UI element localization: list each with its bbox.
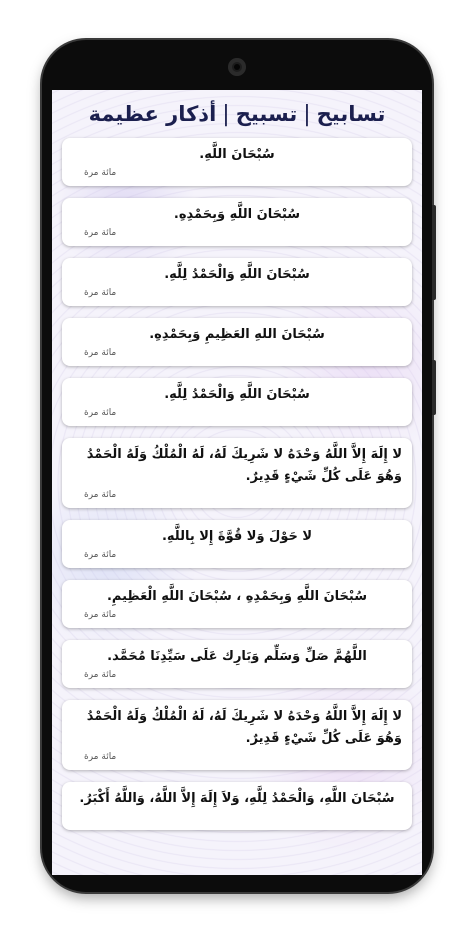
title-separator: | [303,101,311,127]
dhikr-text: لا إِلَهَ إِلاَّ اللَّهُ وَحْدَهُ لا شَرِيكَ لَهُ، لَهُ الْمُلْكُ وَلَهُ الْحَمْدُ وَهُوَ عَلَى كُلِّ شَيْءٍ قَدِيرٌ. [86,709,402,746]
dhikr-card[interactable] [62,520,412,568]
dhikr-text: لا إِلَهَ إِلاَّ اللَّهُ وَحْدَهُ لا شَرِيكَ لَهُ، لَهُ الْمُلْكُ وَلَهُ الْحَمْدُ وَهُوَ عَلَى كُلِّ شَيْءٍ قَدِيرٌ. [86,447,402,484]
dhikr-count: مائة مرة [84,752,117,762]
dhikr-count: مائة مرة [84,670,117,680]
dhikr-list [52,138,422,830]
camera-icon [228,58,246,76]
power-button [432,360,436,415]
app-screen [52,90,422,875]
title-separator: | [222,101,230,127]
title-part-tasbih: تسبيح [235,102,298,126]
dhikr-card[interactable] [62,378,412,426]
dhikr-card[interactable] [62,700,412,770]
dhikr-text: سُبْحَانَ اللَّهِ. [199,147,275,162]
dhikr-count: مائة مرة [84,228,117,238]
dhikr-count: مائة مرة [84,168,117,178]
dhikr-count: مائة مرة [84,348,117,358]
dhikr-text: لا حَوْلَ وَلا قُوَّةَ إِلا بِاللَّهِ. [161,529,313,544]
dhikr-text: سُبْحَانَ اللهِ العَظِيمِ وَبِحَمْدِهِ. [149,327,325,342]
dhikr-count: مائة مرة [84,408,117,418]
volume-button [432,205,436,300]
dhikr-text: سُبْحَانَ اللَّهِ وَبِحَمْدِهِ ، سُبْحَانَ اللَّهِ الْعَظِيمِ. [106,589,368,604]
page-title [52,90,422,138]
dhikr-count: مائة مرة [84,490,117,500]
dhikr-count: مائة مرة [84,610,117,620]
dhikr-text: اللَّهُمَّ صَلِّ وَسَلِّم وَبَارِك عَلَى سَيِّدِنَا مُحَمَّد. [107,649,367,664]
dhikr-card[interactable] [62,580,412,628]
dhikr-card[interactable] [62,640,412,688]
dhikr-card[interactable] [62,198,412,246]
title-part-tasabih: تسابيح [316,102,386,126]
title-part-adhkar: أذكار عظيمة [88,102,217,126]
dhikr-text: سُبْحَانَ اللَّهِ وَالْحَمْدُ لِلَّهِ. [164,267,310,282]
dhikr-card[interactable] [62,318,412,366]
dhikr-card[interactable] [62,782,412,830]
dhikr-count: مائة مرة [84,288,117,298]
phone-frame [42,40,432,892]
dhikr-card[interactable] [62,258,412,306]
dhikr-card[interactable] [62,438,412,508]
dhikr-text: سُبْحَانَ اللَّهِ، وَالْحَمْدُ لِلَّهِ، وَلاَ إِلَهَ إِلاَّ اللَّهُ، وَاللَّهُ أَكْبَرُ. [79,791,395,806]
dhikr-text: سُبْحَانَ اللَّهِ وَالْحَمْدُ لِلَّهِ. [164,387,310,402]
dhikr-card[interactable] [62,138,412,186]
dhikr-text: سُبْحَانَ اللَّهِ وَبِحَمْدِهِ. [173,207,301,222]
dhikr-count: مائة مرة [84,550,117,560]
